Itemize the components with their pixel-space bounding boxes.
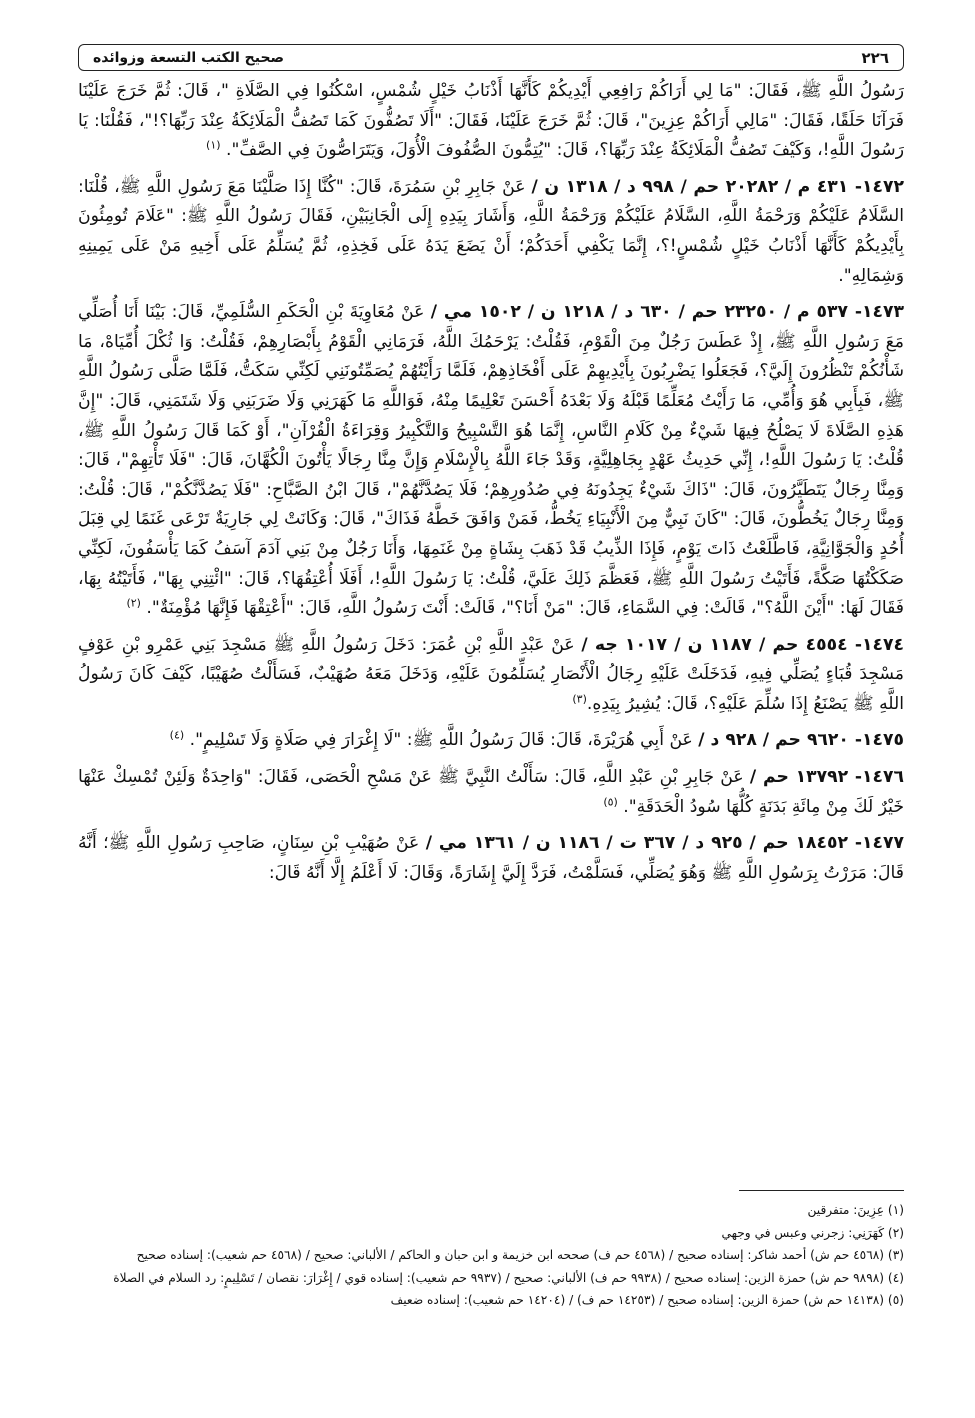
hadith-reference: ١٤٧٢- ٤٣١ م / ٢٠٢٨٢ حم / ٩٩٨ د / ١٣١٨ ن / <box>531 176 904 197</box>
footnote-2: (٢) كَهَرَنِي: زجرني وعبس في وجهي <box>721 1225 904 1240</box>
page-header <box>78 44 904 71</box>
hadith-1477 <box>78 829 904 888</box>
hadith-text: رَسُولُ اللَّهِ ﷺ، فَقَالَ: "مَا لِي أَرَاكُمْ رَافِعِي أَيْدِيكُمْ كَأَنَّهَا أَذْنَابُ خَيْلٍ شُمْسٍ، اسْكُنُوا فِي الصَّلَاةِ "، قَالَ: ثُمَّ خَرَجَ عَلَيْنَا فَرَآنَا حَلَقًا، فَقَالَ: "مَالِي أَرَاكُمْ عِزِينَ"، قَالَ: ثُمَّ خَرَجَ عَلَيْنَا، فَقَالَ: "أَلَا تَصُفُّونَ كَمَا تَصُفُّ الْمَلَائِكَةُ عِنْدَ رَبِّهَا؟!"، فَقُلْنَا: يَا رَسُولَ اللَّهِ!، وَكَيْفَ تَصُفُّ الْمَلَائِكَةُ عِنْدَ رَبِّهَا؟، قَالَ: "يُتِمُّونَ الصُّفُوفَ الْأُوَلَ، وَيَتَرَاصُّونَ فِي الصَّفِّ". <box>78 81 904 161</box>
hadith-continuation <box>78 77 904 166</box>
footnote-5: (٥) (١٤١٣٨ حم ش) حمزة الزين: إسناده صحيح / (١٤٢٥٣ حم ف) / (١٤٢٠٤ حم شعيب): إسناده ضعيف <box>390 1293 904 1307</box>
page-number: ٢٢٦ <box>861 48 889 67</box>
hadith-1476 <box>78 763 904 822</box>
hadith-1474 <box>78 631 904 720</box>
footnote-marker: (٤) <box>169 728 185 742</box>
footnote-divider <box>739 1190 904 1191</box>
footnote-3: (٣) (٤٥٦٨ حم ش) أحمد شاكر: إسناده صحيح / (٤٥٦٨ حم ف) صححه ابن خزيمة و ابن حبان و الحاكم / الألباني: صحيح / (٤٥٦٨ حم شعيب): إسناده صحيح <box>136 1248 904 1262</box>
hadith-reference: ١٤٧٣- ٥٣٧ م / ٢٣٢٥٠ حم / ٦٣٠ د / ١٢١٨ ن / ١٥٠٢ مي / <box>430 302 904 323</box>
hadith-text: عَنْ صُهَيْبِ بْنِ سِنَانٍ، صَاحِبِ رَسُولِ اللَّهِ ﷺ؛ أَنَّهُ قَالَ: مَرَرْتُ بِرَسُولِ اللَّهِ ﷺ وَهُوَ يُصَلِّي، فَسَلَّمْتُ، فَرَدَّ إِلَيَّ إِشَارَةً، وَقَالَ: لَا أَعْلَمُ إِلَّا أَنَّهُ قَالَ: <box>78 833 904 883</box>
hadith-reference: ١٤٧٥- ٩٦٢٠ حم / ٩٢٨ د / <box>698 730 904 751</box>
hadith-reference: ١٤٧٧- ١٨٤٥٢ حم / ٩٢٥ د / ٣٦٧ ت / ١١٨٦ ن / ١٣٦١ مي / <box>425 833 905 854</box>
hadith-text: عَنْ أَبِي هُرَيْرَةَ، قَالَ: قَالَ رَسُولُ اللَّهِ ﷺ: "لَا إِغْرَارَ فِي صَلَاةٍ وَلَا تَسْلِيمٍ". <box>189 730 693 751</box>
footnote-4: (٤) (٩٨٩٨ حم ش) حمزة الزين: إسناده صحيح / (٩٩٣٨ حم ف) الألباني: صحيح / (٩٩٣٧ حم شعيب): إسناده قوي / إِغْرَارَ: نقصان / تَسْلِيمٍ: رد السلام في الصلاة <box>113 1270 904 1285</box>
hadith-text: عَنْ جَابِرِ بْنِ سَمُرَةَ، قَالَ: "كُنَّا إِذَا صَلَّيْنَا مَعَ رَسُولِ اللَّهِ ﷺ، قُلْنَا: السَّلَامُ عَلَيْكُمْ وَرَحْمَةُ اللَّهِ، السَّلَامُ عَلَيْكُمْ وَرَحْمَةُ اللَّهِ، وَأَشَارَ بِيَدِهِ إِلَى الْجَانِبَيْنِ، فَقَالَ رَسُولُ اللَّهِ ﷺ: "عَلَامَ تُومِئُونَ بِأَيْدِيكُمْ كَأَنَّهَا أَذْنَابُ خَيْلٍ شُمْسٍ!؟، إِنَّمَا يَكْفِي أَحَدَكُمْ؛ أَنْ يَضَعَ يَدَهُ عَلَى فَخِذِهِ، ثُمَّ يُسَلِّمُ عَلَى أَخِيهِ مَنْ عَلَى يَمِينِهِ وَشِمَالِهِ". <box>78 176 904 286</box>
hadith-reference: ١٤٧٤- ٤٥٥٤ حم / ١١٨٧ ن / ١٠١٧ جه / <box>581 634 904 655</box>
footnote-marker: (٥) <box>603 794 618 808</box>
hadith-text: عَنْ عَبْدِ اللَّهِ بْنِ عُمَرَ: دَخَلَ رَسُولُ اللَّهِ ﷺ مَسْجِدَ بَنِي عَمْرِو بْنِ عَوْفٍ مَسْجِدَ قُبَاءٍ يُصَلِّي فِيهِ، فَدَخَلَتْ عَلَيْهِ رِجَالُ الْأَنْصَارِ يُسَلِّمُونَ عَلَيْهِ، وَدَخَلَ مَعَهُ صُهَيْبٌ، فَسَأَلْتُ صُهَيْبًا، كَيْفَ كَانَ رَسُولُ اللَّهِ ﷺ يَصْنَعُ إِذَا سُلِّمَ عَلَيْهِ؟، قَالَ: يُشِيرُ بِيَدِهِ. <box>78 634 904 714</box>
hadith-text: عَنْ جَابِرِ بْنِ عَبْدِ اللَّهِ، قَالَ: سَأَلْتُ النَّبِيَّ ﷺ عَنْ مَسْحِ الْحَصَى، فَقَالَ: "وَاحِدَةٌ وَلَئِنْ تُمْسِكْ عَنْهَا خَيْرٌ لَكَ مِنْ مِائَةِ بَدَنَةٍ كُلُّهَا سُودُ الْحَدَقَةِ". <box>78 767 904 817</box>
footnote-marker: (٢) <box>126 596 141 610</box>
hadith-text: عَنْ مُعَاوِيَةَ بْنِ الْحَكَمِ السُّلَمِيِّ، قَالَ: بَيْنَا أَنَا أُصَلِّي مَعَ رَسُولِ اللَّهِ ﷺ، إِذْ عَطَسَ رَجُلٌ مِنَ الْقَوْمِ، فَقُلْتُ: يَرْحَمُكَ اللَّهُ، فَرَمَانِي الْقَوْمُ بِأَبْصَارِهِمْ، فَقُلْتُ: وَا ثُكْلَ أُمِّيَاهْ، مَا شَأْنُكُمْ تَنْظُرُونَ إِلَيَّ؟، فَجَعَلُوا يَضْرِبُونَ بِأَيْدِيهِمْ عَلَى أَفْخَاذِهِمْ، فَلَمَّا رَأَيْتُهُمْ يُصَمِّتُونَنِي لَكِنِّي سَكَتُّ، فَلَمَّا صَلَّى رَسُولُ اللَّهِ ﷺ، فَبِأَبِي هُوَ وَأُمِّي، مَا رَأَيْتُ مُعَلِّمًا قَبْلَهُ وَلَا بَعْدَهُ أَحْسَنَ تَعْلِيمًا مِنْهُ، فَوَاللَّهِ مَا كَهَرَنِي وَلَا ضَرَبَنِي وَلَا شَتَمَنِي، قَالَ: "إِنَّ هَذِهِ الصَّلَاةَ لَا يَصْلُحُ فِيهَا شَيْءٌ مِنْ كَلَامِ النَّاسِ، إِنَّمَا هُوَ التَّسْبِيحُ وَالتَّكْبِيرُ وَقِرَاءَةُ الْقُرْآنِ"، أَوْ كَمَا قَالَ رَسُولُ اللَّهِ ﷺ، قُلْتُ: يَا رَسُولَ اللَّهِ!، إِنِّي حَدِيثُ عَهْدٍ بِجَاهِلِيَّةٍ، وَقَدْ جَاءَ اللَّهُ بِالْإِسْلَامِ وَإِنَّ مِنَّا رِجَالًا يَأْتُونَ الْكُهَّانَ، قَالَ: "فَلَا تَأْتِهِمْ"، قَالَ: وَمِنَّا رِجَالٌ يَتَطَيَّرُونَ، قَالَ: "ذَاكَ شَيْءٌ يَجِدُونَهُ فِي صُدُورِهِمْ؛ فَلَا يَصُدَّنَّهُمْ"، قَالَ ابْنُ الصَّبَّاحِ: "فَلَا يَصُدَّنَّكُمْ"، قَالَ: قُلْتُ: وَمِنَّا رِجَالٌ يَخُطُّونَ، قَالَ: "كَانَ نَبِيٌّ مِنَ الْأَنْبِيَاءِ يَخُطُّ، فَمَنْ وَافَقَ خَطَّهُ فَذَاكَ"، قَالَ: وَكَانَتْ لِي جَارِيَةٌ تَرْعَى غَنَمًا لِي قِبَلَ أُحُدٍ وَالْجَوَّانِيَّةِ، فَاطَّلَعْتُ ذَاتَ يَوْمٍ، فَإِذَا الذِّيبُ قَدْ ذَهَبَ بِشَاةٍ مِنْ غَنَمِهَا، وَأَنَا رَجُلٌ مِنْ بَنِي آدَمَ آسَفُ كَمَا يَأْسَفُونَ، لَكِنِّي صَكَكْتُهَا صَكَّةً، فَأَتَيْتُ رَسُولَ اللَّهِ ﷺ، فَعَظَّمَ ذَلِكَ عَلَيَّ، قُلْتُ: يَا رَسُولَ اللَّهِ!، أَفَلَا أُعْتِقُهَا؟، قَالَ: "ائْتِنِي بِهَا"، فَأَتَيْتُهُ بِهَا، فَقَالَ لَهَا: "أَيْنَ اللَّهُ؟"، قَالَتْ: فِي السَّمَاءِ، قَالَ: "مَنْ أَنَا؟"، قَالَتْ: أَنْتَ رَسُولُ اللَّهِ، قَالَ: "أَعْتِقْهَا فَإِنَّهَا مُؤْمِنَةٌ". <box>78 302 904 619</box>
hadith-1475 <box>78 726 904 756</box>
hadith-1472 <box>78 173 904 291</box>
hadith-reference: ١٤٧٦- ١٣٧٩٢ حم / <box>749 767 904 788</box>
hadith-body <box>78 77 904 888</box>
hadith-1473 <box>78 298 904 624</box>
footnote-marker: (٣) <box>572 692 587 706</box>
footnote-1: (١) عِزِينَ: متفرقين <box>807 1203 904 1217</box>
footnote-marker: (١) <box>206 138 221 152</box>
book-title: صحيح الكتب التسعة وزوائده <box>93 49 285 66</box>
footnotes-section <box>78 1190 904 1312</box>
page <box>78 44 904 895</box>
